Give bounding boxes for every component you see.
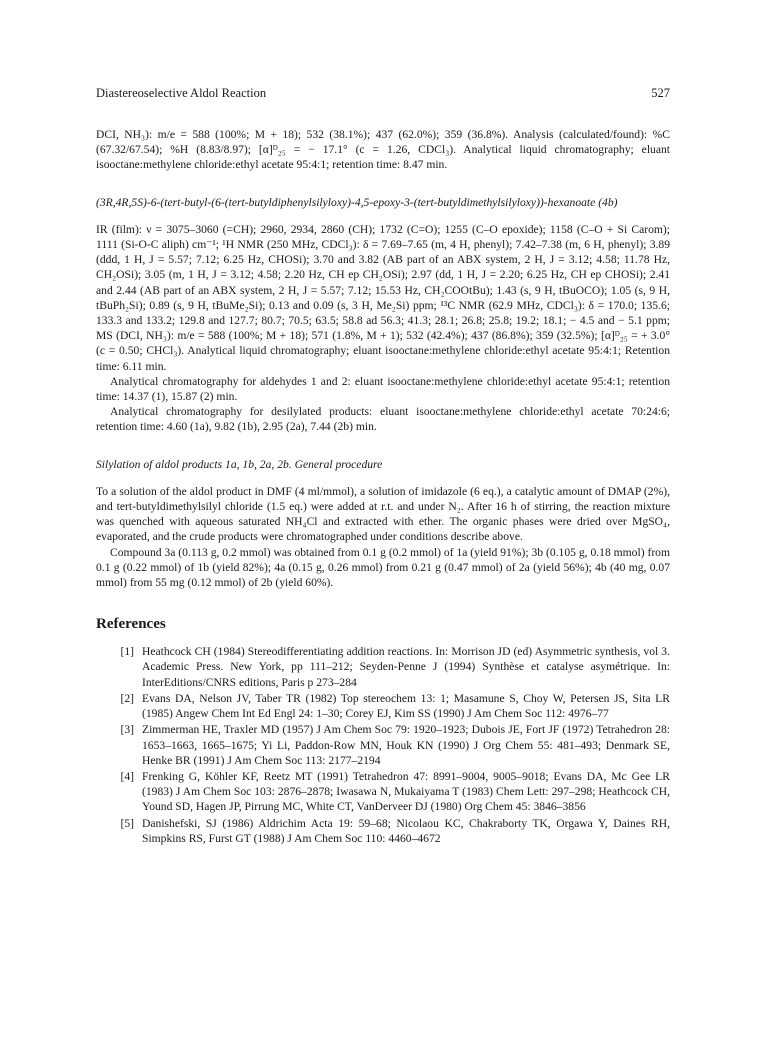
reference-item <box>96 722 670 768</box>
page-number: 527 <box>651 86 670 100</box>
reference-text: Heathcock CH (1984) Stereodifferentiating addition reactions. In: Morrison JD (ed) Asymmetric synthesis, vol 3. Academic Press. New York, pp 111–212; Seyden-Penne J (1994) Synthèse et catalyse asymétrique. In: InterEditions/CNRS editions, Paris p 273–284 <box>142 645 670 689</box>
reference-number: [5] <box>120 816 134 830</box>
paragraph-aldehyde-chromatography: Analytical chromatography for aldehydes 1 and 2: eluant isooctane:methylene chloride:ethyl acetate 95:4:1; retention time: 14.37 (1), 15.87 (2) min. <box>96 374 670 404</box>
reference-text: Evans DA, Nelson JV, Taber TR (1982) Top stereochem 13: 1; Masamune S, Choy W, Petersen JS, Sita LR (1985) Angew Chem Int Ed Engl 24: 1–30; Corey EJ, Kim SS (1990) J Am Chem Soc 112: 4976–77 <box>142 691 670 721</box>
reference-item <box>96 644 670 690</box>
compound-title: (3R,4R,5S)-6-(tert-butyl-(6-(tert-butyldiphenylsilyloxy)-4,5-epoxy-3-(tert-butyldimethylsilyloxy))-hexanoate (4b) <box>96 195 618 209</box>
paragraph-desilylated-chromatography: Analytical chromatography for desilylated products: eluant isooctane:methylene chloride:ethyl acetate 70:24:6; retention time: 4.60 (1a), 9.82 (1b), 2.95 (2a), 7.44 (2b) min. <box>96 405 670 434</box>
reference-number: [3] <box>120 723 134 737</box>
reference-list <box>96 644 670 846</box>
reference-number: [4] <box>120 769 134 783</box>
paragraph-yields: Compound 3a (0.113 g, 0.2 mmol) was obtained from 0.1 g (0.2 mmol) of 1a (yield 91%); 3b (0.105 g, 0.18 mmol) from 0.1 g (0.22 mmol) of 1b (yield 82%); 4a (0.15 g, 0.26 mmol) from 0.21 g (0.47 mmol) of 2a (yield 56%); 4b (40 mg, 0.07 mmol) from 55 mg (0.12 mmol) of 2b (yield 60%). <box>96 545 670 590</box>
paragraph-ms-data: DCI, NH₃): m/e = 588 (100%; M + 18); 532 (38.1%); 437 (62.0%); 359 (36.8%). Analysis (calculated/found): %C (67.32/67.54); %H (8.83/8.97); [α]ᴰ₂₅ = − 17.1° (c = 1.26, CDCl₃). Analytical liquid chromatography; eluant isooctane:methylene chloride:ethyl acetate 95:4:1; retention time: 8.47 min. <box>96 128 670 172</box>
reference-text: Zimmerman HE, Traxler MD (1957) J Am Chem Soc 79: 1920–1923; Dubois JE, Fort JF (1972) Tetrahedron 28: 1653–1663, 1665–1675; Yi Li, Paddon-Row MN, Houk KN (1990) J Org Chem 55: 481–493; Denmark SE, Henke BR (1991) J Am Chem Soc 113: 2177–2194 <box>142 723 670 767</box>
paragraph-procedure: To a solution of the aldol product in DMF (4 ml/mmol), a solution of imidazole (6 eq.), a catalytic amount of DMAP (2%), and tert-butyldimethylsilyl chloride (1.5 eq.) were added at r.t. and under N₂. After 16 h of stirring, the reaction mixture was quenched with aqueous saturated NH₄Cl and extracted with ether. The organic phases were dried over MgSO₄, evaporated, and the crude products were chromatographed under conditions describe above. <box>96 484 670 544</box>
reference-number: [2] <box>120 691 134 705</box>
reference-item <box>96 816 670 846</box>
references-heading: References <box>96 616 166 633</box>
silylation-title: Silylation of aldol products 1a, 1b, 2a, 2b. General procedure <box>96 457 383 471</box>
page <box>96 86 670 847</box>
reference-text: Frenking G, Köhler KF, Reetz MT (1991) Tetrahedron 47: 8991–9004, 9005–9018; Evans DA, Mc Gee LR (1983) J Am Chem Soc 103: 2876–2878; Iwasawa N, Mukaiyama T (1983) Chem Lett: 297–298; Heathcock CH, Yound SD, Hagen JP, Pirrung MC, White CT, VanDerveer DJ (1980) Org Chem 45: 3846–3856 <box>142 769 670 814</box>
reference-item <box>96 769 670 815</box>
running-head <box>96 86 670 101</box>
running-title: Diastereoselective Aldol Reaction <box>96 86 267 100</box>
reference-item <box>96 691 670 721</box>
paragraph-spectra: IR (film): ν = 3075–3060 (=CH); 2960, 2934, 2860 (CH); 1732 (C=O); 1255 (C–O epoxide); 1158 (C–O + Si Carom); 1111 (Si-O-C aliph) cm⁻¹; ¹H NMR (250 MHz, CDCl₃): δ = 7.69–7.65 (m, 4 H, phenyl); 7.42–7.38 (m, 6 H, phenyl); 3.89 (ddd, 1 H, J = 5.57; 7.12; 6.25 Hz, CHOSi); 3.70 and 3.82 (AB part of an ABX system, 2 H, J = 3.12; 4.58; 11.78 Hz, CH₂OSi); 3.05 (m, 1 H, J = 3.12; 4.58; 2.20 Hz, CH ep CH₂OSi); 2.97 (dd, 1 H, J = 2.20; 6.25 Hz, CH ep CHOSi); 2.41 and 2.44 (AB part of an ABX system, 2 H, J = 5.57; 7.12; 15.53 Hz, CH₂COOtBu); 1.43 (s, 9 H, tBuOCO); 1.05 (s, 9 H, tBuPh₂Si); 0.89 (s, 9 H, tBuMe₂Si); 0.13 and 0.09 (s, 3 H, Me₂Si) ppm; ¹³C NMR (62.9 MHz, CDCl₃): δ = 170.0; 135.6; 133.3 and 133.2; 129.8 and 127.7; 80.7; 70.5; 63.5; 58.8 ad 56.3; 41.3; 28.1; 26.8; 25.8; 19.2; 18.1; − 4.5 and − 5.1 ppm; MS (DCI, NH₃): m/e = 588 (100%; M + 18); 571 (1.8%, M + 1); 532 (42.4%); 437 (86.8%); 359 (32.5%); [α]ᴰ₂₅ = + 3.0° (c = 0.50; CHCl₃). Analytical liquid chromatography; eluant isooctane:methylene chloride:ethyl acetate 95:4:1; Retention time: 6.11 min. <box>96 222 670 373</box>
reference-text: Danishefski, SJ (1986) Aldrichim Acta 19: 59–68; Nicolaou KC, Chakraborty TK, Orgawa Y, Daines RH, Simpkins RS, Furst GT (1988) J Am Chem Soc 110: 4460–4672 <box>142 816 670 845</box>
reference-number: [1] <box>120 645 134 659</box>
